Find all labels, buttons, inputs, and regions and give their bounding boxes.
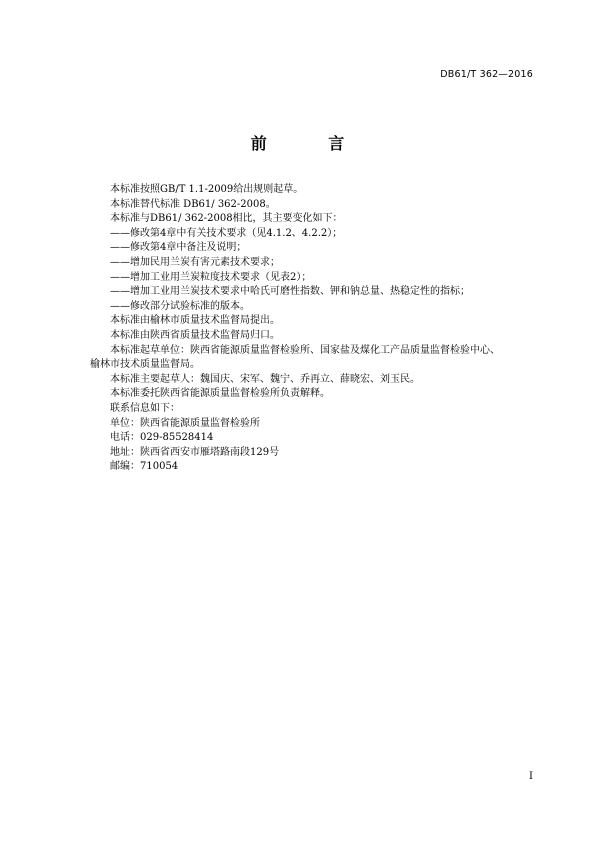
change-item: ——增加民用兰炭有害元素技术要求； xyxy=(110,256,280,268)
contact-intro: 联系信息如下： xyxy=(110,402,180,414)
paragraph-centralized: 本标准由陕西省质量技术监督局归口。 xyxy=(110,329,280,341)
paragraph-proposer: 本标准由榆林市质量技术监督局提出。 xyxy=(110,315,280,327)
standard-code: DB61/T 362—2016 xyxy=(440,69,533,80)
change-item: ——增加工业用兰炭粒度技术要求（见表2）； xyxy=(110,271,312,283)
paragraph-drafting-rules: 本标准按照GB/T 1.1-2009给出规则起草。 xyxy=(110,184,304,195)
paragraph-interpretation: 本标准委托陕西省能源质量监督检验所负责解释。 xyxy=(110,388,330,400)
paragraph-replaces: 本标准替代标准 DB61/ 362-2008。 xyxy=(110,198,276,210)
change-item: ——修改第4章中有关技术要求（见4.1.2、4.2.2）； xyxy=(110,227,343,239)
contact-postcode: 邮编：710054 xyxy=(110,461,179,473)
contact-unit: 单位：陕西省能源质量监督检验所 xyxy=(110,417,260,429)
change-item: ——增加工业用兰炭技术要求中哈氏可磨性指数、钾和钠总量、热稳定性的指标； xyxy=(110,286,470,298)
change-item: ——修改部分试验标准的版本。 xyxy=(110,300,250,312)
contact-phone: 电话：029-85528414 xyxy=(110,432,214,444)
paragraph-drafters: 本标准主要起草人：魏国庆、宋军、魏宁、乔再立、薛晓宏、刘玉民。 xyxy=(110,373,420,385)
page-number: I xyxy=(529,771,533,782)
contact-address: 地址：陕西省西安市雁塔路南段129号 xyxy=(110,446,280,458)
change-item: ——修改第4章中备注及说明； xyxy=(110,242,247,254)
paragraph-drafting-units: 本标准起草单位：陕西省能源质量监督检验所、国家盐及煤化工产品质量监督检验中心、榆林市技术质量监督局。 xyxy=(90,344,500,371)
foreword-body xyxy=(90,183,503,475)
paragraph-changes-intro: 本标准与DB61/ 362-2008相比，其主要变化如下： xyxy=(110,213,343,225)
page-title: 前 言 xyxy=(250,134,373,153)
